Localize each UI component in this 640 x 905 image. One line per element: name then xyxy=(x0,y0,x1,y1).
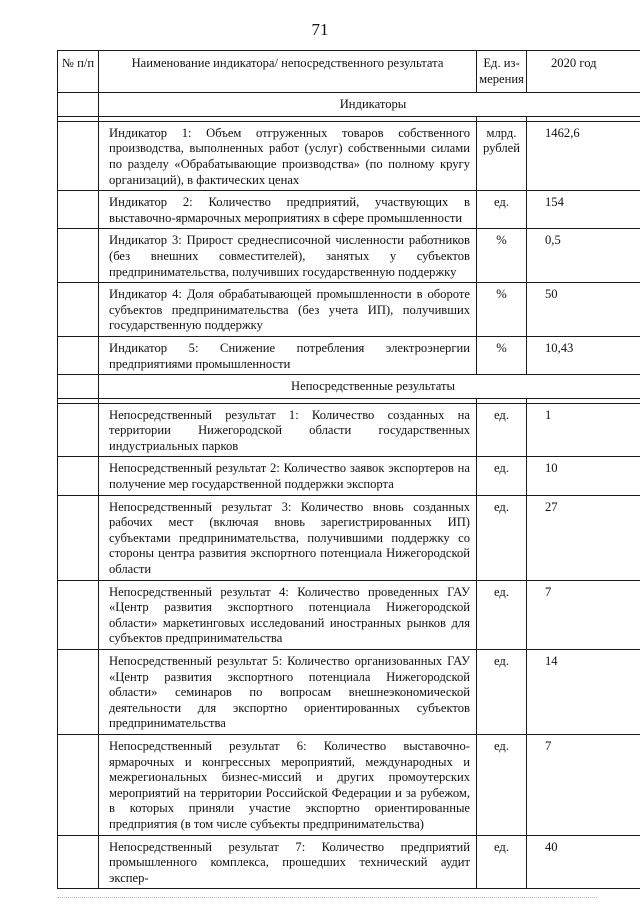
table-row xyxy=(58,336,640,374)
indicator-name: Непосредственный результат 4: Количество проведенных ГАУ «Центр развития экспортного потенциала Нижегородской области» маркетинговых исследований иностранных рынков для субъектов предпринимательства xyxy=(99,580,477,649)
unit-of-measure: % xyxy=(477,283,527,337)
unit-of-measure: ед. xyxy=(477,403,527,457)
unit-of-measure: ед. xyxy=(477,650,527,735)
indicator-name: Непосредственный результат 7: Количество предприятий промышленного комплекса, прошедших технический аудит экспер- xyxy=(99,835,477,889)
value-2020: 0,5 xyxy=(527,229,640,283)
indicator-name: Индикатор 5: Снижение потребления электроэнергии предприятиями промышленности xyxy=(99,336,477,374)
value-2020: 27 xyxy=(527,495,640,580)
row-number-cell xyxy=(58,229,99,283)
table-body xyxy=(58,93,640,889)
indicator-name: Индикатор 2: Количество предприятий, участвующих в выставочно-ярмарочных мероприятиях в сфере промышленности xyxy=(99,191,477,229)
table-row xyxy=(58,229,640,283)
indicator-name: Индикатор 3: Прирост среднесписочной численности работников (без внешних совместителей), занятых у субъектов предпринимательства, получивших государственную поддержку xyxy=(99,229,477,283)
table-row xyxy=(58,495,640,580)
section-row xyxy=(58,375,640,399)
indicator-name: Индикатор 4: Доля обрабатывающей промышленности в обороте субъектов предпринимательства (без учета ИП), получивших государственную поддержку xyxy=(99,283,477,337)
row-number-cell xyxy=(58,457,99,495)
section-number-cell xyxy=(58,375,99,399)
value-2020: 50 xyxy=(527,283,640,337)
indicator-name: Индикатор 1: Объем отгруженных товаров собственного производства, выполненных работ (услуг) собственными силами по разделу «Обрабатывающие производства» (по полному кругу организаций), в фактических ценах xyxy=(99,121,477,190)
table-row xyxy=(58,580,640,649)
row-number-cell xyxy=(58,734,99,835)
row-number-cell xyxy=(58,650,99,735)
row-number-cell xyxy=(58,835,99,889)
page-bottom-divider xyxy=(57,897,597,898)
unit-of-measure: млрд. рублей xyxy=(477,121,527,190)
value-2020: 40 xyxy=(527,835,640,889)
table-row xyxy=(58,457,640,495)
unit-of-measure: ед. xyxy=(477,835,527,889)
table-row xyxy=(58,121,640,190)
section-title: Непосредственные результаты xyxy=(99,375,640,399)
page-number: 71 xyxy=(311,20,329,39)
value-2020: 14 xyxy=(527,650,640,735)
table-header-row xyxy=(58,51,640,93)
table-row xyxy=(58,734,640,835)
indicator-name: Непосредственный результат 6: Количество выставочно-ярмарочных и конгрессных мероприятий, международных и межрегиональных бизнес-миссий и других промоутерских мероприятий на территории Российской Федерации и за рубежом, в которых приняли участие экспортно ориентированные предприятия (в том числе субъекты предпринимательства) xyxy=(99,734,477,835)
unit-of-measure: ед. xyxy=(477,495,527,580)
indicator-name: Непосредственный результат 5: Количество организованных ГАУ «Центр развития экспортного потенциала Нижегородской области» семинаров по вопросам внешнеэкономической деятельности для экспортно ориентированных субъектов предпринимательства xyxy=(99,650,477,735)
row-number-cell xyxy=(58,495,99,580)
row-number-cell xyxy=(58,336,99,374)
row-number-cell xyxy=(58,283,99,337)
table-row xyxy=(58,283,640,337)
header-number: № п/п xyxy=(58,51,99,93)
value-2020: 1462,6 xyxy=(527,121,640,190)
value-2020: 10 xyxy=(527,457,640,495)
unit-of-measure: % xyxy=(477,336,527,374)
unit-of-measure: % xyxy=(477,229,527,283)
value-2020: 10,43 xyxy=(527,336,640,374)
indicators-table xyxy=(57,50,640,889)
unit-of-measure: ед. xyxy=(477,734,527,835)
row-number-cell xyxy=(58,403,99,457)
table-row xyxy=(58,650,640,735)
unit-of-measure: ед. xyxy=(477,580,527,649)
row-number-cell xyxy=(58,121,99,190)
section-title: Индикаторы xyxy=(99,93,640,117)
indicator-name: Непосредственный результат 2: Количество заявок экспортеров на получение мер государственной поддержки экспорта xyxy=(99,457,477,495)
table-row xyxy=(58,191,640,229)
table-row xyxy=(58,835,640,889)
section-number-cell xyxy=(58,93,99,117)
row-number-cell xyxy=(58,191,99,229)
header-unit: Ед. из-мерения xyxy=(477,51,527,93)
indicator-name: Непосредственный результат 1: Количество созданных на территории Нижегородской области государственных индустриальных парков xyxy=(99,403,477,457)
indicator-name: Непосредственный результат 3: Количество вновь созданных рабочих мест (включая вновь зарегистрированных ИП) субъектами предпринимательства, получившими поддержку со стороны центра развития экспортного потенциала Нижегородской области xyxy=(99,495,477,580)
unit-of-measure: ед. xyxy=(477,191,527,229)
section-row xyxy=(58,93,640,117)
unit-of-measure: ед. xyxy=(477,457,527,495)
header-year: 2020 год xyxy=(527,51,640,93)
value-2020: 7 xyxy=(527,734,640,835)
value-2020: 154 xyxy=(527,191,640,229)
header-name: Наименование индикатора/ непосредственного результата xyxy=(99,51,477,93)
value-2020: 1 xyxy=(527,403,640,457)
row-number-cell xyxy=(58,580,99,649)
table-row xyxy=(58,403,640,457)
value-2020: 7 xyxy=(527,580,640,649)
